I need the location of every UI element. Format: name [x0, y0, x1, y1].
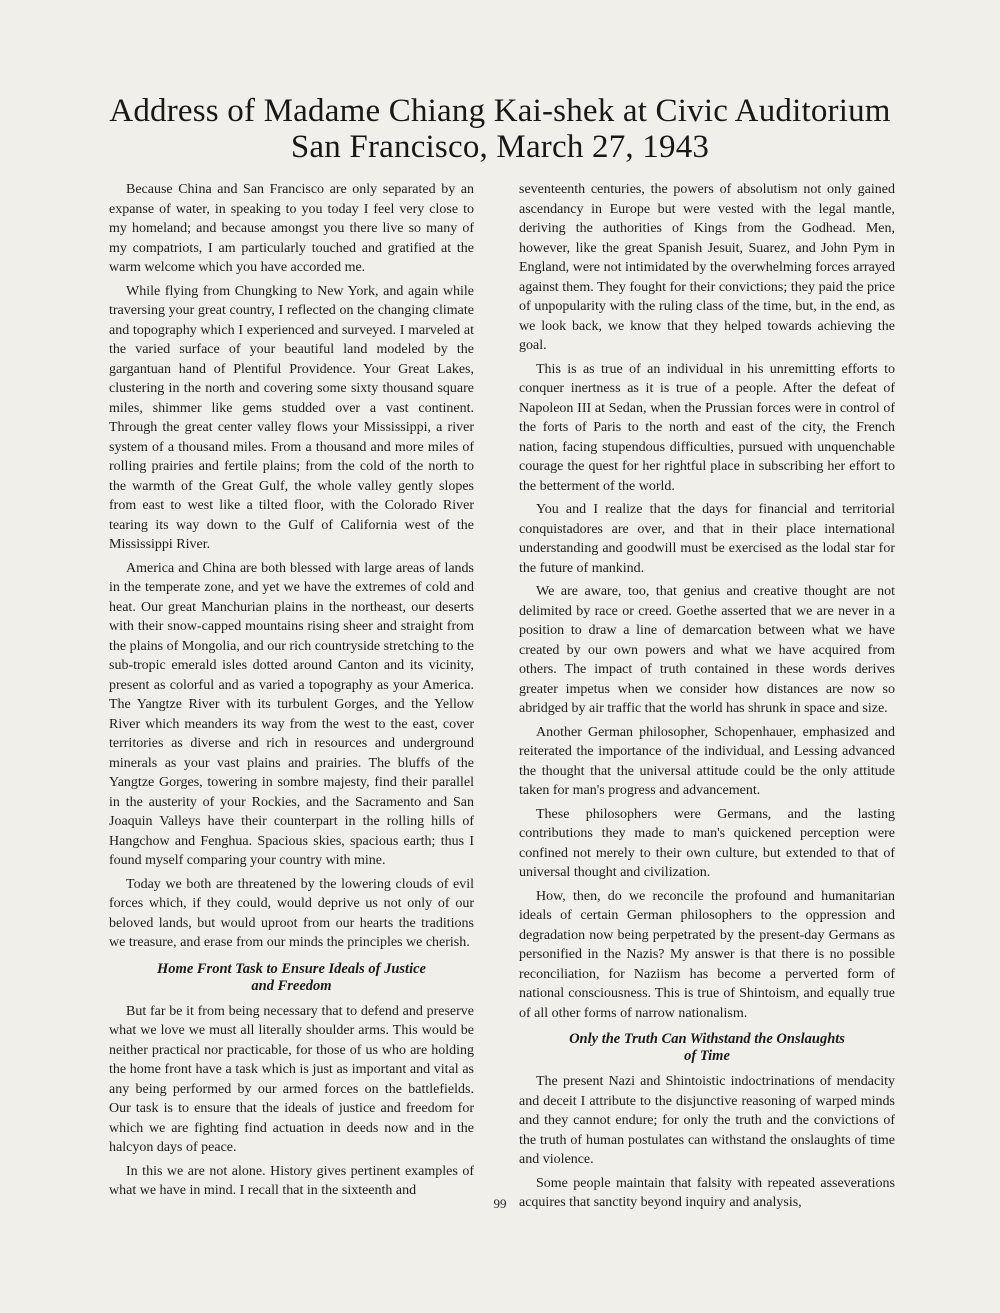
paragraph: While flying from Chungking to New York, and again while traversing your great country, I reflected on the changing climate and topography which I experienced and surveyed. I marveled at the varied surface of your beautiful land modeled by the gargantuan hand of Plentiful Providence. Your Great Lakes, clustering in the north and covering some sixty thousand square miles, shimmer like gems studded over a vast continent. Through the great center valley flows your Mississippi, a river system of a thousand miles. From a thousand and more miles of rolling prairies and fertile plains; from the cold of the north to the warmth of the Great Gulf, the whole valley gently slopes from east to west like a tilted floor, with the Colorado River tearing its way down to the Gulf of California west of the Mississippi River.: [109, 283, 474, 552]
paragraph: But far be it from being necessary that to defend and preserve what we love we must all literally shoulder arms. This would be neither practical nor practicable, for those of us who are holding the home front have a task which is just as important and vital as any being performed by our armed forces on the battlefields. Our task is to ensure that the ideals of justice and freedom for which we are fighting find actuation in deeds now and in the halcyon days of peace.: [109, 1003, 474, 1155]
paragraph: In this we are not alone. History gives pertinent examples of what we have in mind. I recall that in the sixteenth and: [109, 1163, 474, 1198]
paragraph: How, then, do we reconcile the profound and humanitarian ideals of certain German philosophers to the oppression and degradation now being perpetrated by the present-day Germans as personified in the Nazis? My answer is that there is no possible reconciliation, for Naziism has become a perverted form of national consciousness. This is true of Shintoism, and equally true of all other forms of narrow nationalism.: [519, 888, 895, 1021]
paragraph-continued: seventeenth centuries, the powers of absolutism not only gained ascendancy in Europe but were vested with the legal mantle, deriving the authorities of Kings from the Godhead. Men, however, like the great Spanish Jesuit, Suarez, and John Pym in England, were not intimidated by the overwhelming forces arrayed against them. They fought for their convictions; they paid the price of unpopularity with the ruling class of the time, but, in the end, as we look back, we know that they helped towards achieving the goal.: [519, 182, 895, 353]
heading-line: of Time: [684, 1048, 730, 1064]
paragraph: These philosophers were Germans, and the lasting contributions they made to man's quickened perception were confined not merely to their own culture, but extended to that of universal thought and civilization.: [519, 806, 895, 880]
paragraph: We are aware, too, that genius and creative thought are not delimited by race or creed. Goethe asserted that we are never in a position to draw a line of demarcation between what we have created by our own powers and what we have acquired from others. The impact of truth contained in these words derives greater impetus when we consider how distances are now so abridged by air traffic that the world has shrunk in space and size.: [519, 584, 895, 716]
paragraph: This is as true of an individual in his unremitting efforts to conquer inertness as it is true of a people. After the defeat of Napoleon III at Sedan, when the Prussian forces were in control of the forts of Paris to the north and east of the city, the French nation, facing stupendous difficulties, pursued with unquenchable courage the quest for her rightful place in subscribing her effort to the betterment of the world.: [519, 361, 895, 494]
section-heading-home-front: [109, 961, 474, 995]
paragraph: Some people maintain that falsity with repeated asseverations acquires that sanctity beyond inquiry and analysis,: [519, 1175, 895, 1210]
heading-line: Only the Truth Can Withstand the Onslaughts: [569, 1031, 845, 1047]
paragraph: Today we both are threatened by the lowering clouds of evil forces which, if they could, would deprive us not only of our beloved lands, but would uproot from our hearts the traditions we treasure, and erase from our minds the principles we cherish.: [109, 876, 474, 950]
page-number: 99: [493, 1196, 507, 1211]
section-heading-truth: [519, 1031, 895, 1065]
paragraph: Because China and San Francisco are only separated by an expanse of water, in speaking to you today I feel very close to my homeland; and because amongst you there live so many of my compatriots, I am particularly touched and gratified at the warm welcome which you have accorded me.: [109, 182, 474, 275]
title-line-1: Address of Madame Chiang Kai-shek at Civic Auditorium: [109, 93, 891, 129]
paragraph: You and I realize that the days for financial and territorial conquistadores are over, and that in their place international understanding and goodwill must be exercised as the lodal star for the future of mankind.: [519, 502, 895, 576]
heading-line: Home Front Task to Ensure Ideals of Justice: [157, 960, 426, 977]
right-column: [519, 180, 895, 1217]
left-column: [109, 180, 474, 1205]
paragraph: America and China are both blessed with large areas of lands in the temperate zone, and yet we have the extremes of cold and heat. Our great Manchurian plains in the northeast, our deserts with their snow-capped mountains rising sheer and straight from the plains of Mongolia, and our rich countryside stretching to the sub-tropic emerald isles dotted around Canton and its vicinity, present as colorful and as varied a topography as your America. The Yangtze River with its turbulent Gorges, and the Yellow River which meanders its way from the west to the east, cover territories as diverse and rich in resources and underground minerals as your vast plains and prairies. The bluffs of the Yangtze Gorges, towering in sombre majesty, find their parallel in the austerity of your Rockies, and the Sacramento and San Joaquin Valleys have their counterpart in the rolling hills of Hangchow and Fenghua. Spacious skies, spacious earth; thus I found myself comparing your country with mine.: [109, 560, 474, 868]
title-line-2: San Francisco, March 27, 1943: [290, 129, 710, 165]
paragraph: The present Nazi and Shintoistic indoctrinations of mendacity and deceit I attribute to the disjunctive reasoning of warped minds and they cannot endure; for only the truth and the convictions of the truth of human postulates can withstand the onslaughts of time and violence.: [519, 1074, 895, 1167]
paragraph: Another German philosopher, Schopenhauer, emphasized and reiterated the importance of the individual, and Lessing advanced the thought that the universal attitude could be the only attitude taken for man's progress and advancement.: [519, 724, 895, 798]
page-title: [100, 93, 900, 165]
heading-line: and Freedom: [251, 977, 332, 994]
